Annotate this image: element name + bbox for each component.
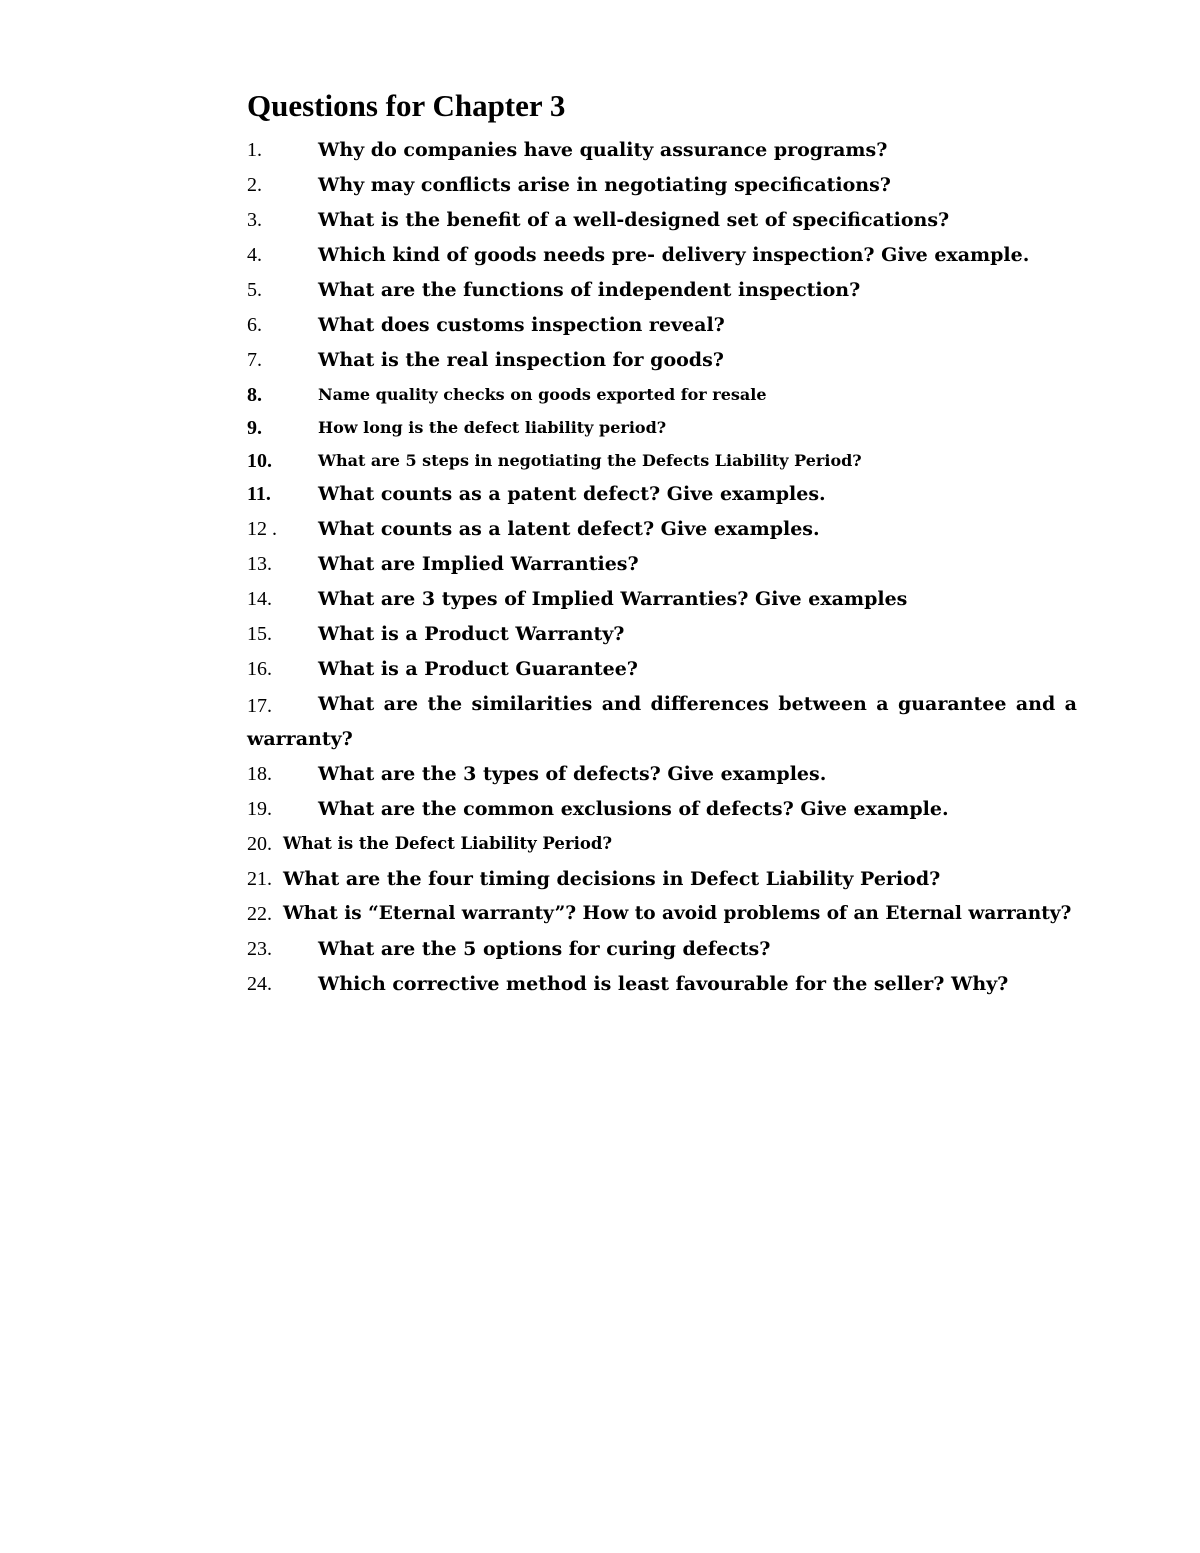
question-number: 9. bbox=[247, 417, 262, 439]
list-item bbox=[247, 899, 1077, 934]
question-text: What counts as a patent defect? Give examples. bbox=[318, 483, 826, 505]
list-item bbox=[247, 446, 1077, 479]
question-number: 22. bbox=[247, 903, 272, 925]
question-text: Name quality checks on goods exported for resale bbox=[318, 385, 767, 404]
list-item bbox=[247, 549, 1077, 584]
list-item bbox=[247, 135, 1077, 170]
list-item bbox=[247, 934, 1077, 969]
question-text: What is a Product Guarantee? bbox=[318, 658, 638, 680]
question-text-line2: warranty? bbox=[247, 728, 353, 750]
question-number: 5. bbox=[247, 279, 262, 301]
page-title: Questions for Chapter 3 bbox=[247, 88, 566, 123]
question-text: What is “Eternal warranty”? How to avoid problems of an Eternal warranty? bbox=[283, 903, 1072, 924]
list-item bbox=[247, 205, 1077, 240]
question-text: What are the 3 types of defects? Give examples. bbox=[318, 763, 827, 785]
question-number: 14. bbox=[247, 588, 272, 610]
question-text: What are the 5 options for curing defects? bbox=[318, 938, 771, 960]
question-number: 1. bbox=[247, 139, 262, 161]
question-text: What are Implied Warranties? bbox=[318, 553, 639, 575]
list-item bbox=[247, 619, 1077, 654]
question-text: What are the four timing decisions in Defect Liability Period? bbox=[283, 868, 941, 890]
list-item bbox=[247, 864, 1077, 899]
question-number: 3. bbox=[247, 209, 262, 231]
question-text: What is the Defect Liability Period? bbox=[283, 834, 613, 853]
question-number: 16. bbox=[247, 658, 272, 680]
question-number: 15. bbox=[247, 623, 272, 645]
question-text: What is the benefit of a well-designed set of specifications? bbox=[318, 209, 950, 231]
question-number: 11. bbox=[247, 483, 271, 505]
question-number: 2. bbox=[247, 174, 262, 196]
question-text: What is a Product Warranty? bbox=[318, 623, 625, 645]
question-number: 24. bbox=[247, 973, 272, 995]
question-list bbox=[247, 135, 1077, 1004]
question-text: What counts as a latent defect? Give examples. bbox=[318, 518, 820, 540]
question-number: 18. bbox=[247, 763, 272, 785]
list-item bbox=[247, 413, 1077, 446]
list-item bbox=[247, 969, 1077, 1004]
list-item bbox=[247, 479, 1077, 514]
list-item bbox=[247, 380, 1077, 413]
question-text: What are the functions of independent inspection? bbox=[318, 279, 861, 301]
question-text: What are the common exclusions of defects? Give example. bbox=[318, 798, 949, 820]
question-number: 20. bbox=[247, 833, 272, 855]
question-number: 7. bbox=[247, 349, 262, 371]
list-item bbox=[247, 170, 1077, 205]
question-text: What does customs inspection reveal? bbox=[318, 314, 725, 336]
list-item bbox=[247, 240, 1077, 275]
list-item bbox=[247, 275, 1077, 310]
question-number: 23. bbox=[247, 938, 272, 960]
list-item bbox=[247, 514, 1077, 549]
list-item bbox=[247, 759, 1077, 794]
list-item bbox=[247, 345, 1077, 380]
list-item bbox=[247, 584, 1077, 619]
list-item bbox=[247, 829, 1077, 864]
question-number: 17. bbox=[247, 695, 272, 717]
question-text-line1: What are the similarities and differences between a guarantee and a bbox=[318, 693, 1077, 715]
question-text: What are 5 steps in negotiating the Defects Liability Period? bbox=[318, 451, 862, 470]
question-number: 12 . bbox=[247, 518, 277, 540]
list-item bbox=[247, 310, 1077, 345]
question-number: 19. bbox=[247, 798, 272, 820]
question-text: Which corrective method is least favourable for the seller? Why? bbox=[318, 973, 1009, 995]
question-number: 4. bbox=[247, 244, 262, 266]
list-item bbox=[247, 794, 1077, 829]
question-text: Why may conflicts arise in negotiating specifications? bbox=[318, 174, 891, 196]
list-item bbox=[247, 654, 1077, 689]
question-text: How long is the defect liability period? bbox=[318, 418, 667, 437]
question-text: What are 3 types of Implied Warranties? Give examples bbox=[318, 588, 908, 610]
question-number: 8. bbox=[247, 384, 262, 406]
question-number: 6. bbox=[247, 314, 262, 336]
question-text: Why do companies have quality assurance programs? bbox=[318, 139, 888, 161]
question-number: 13. bbox=[247, 553, 272, 575]
list-item bbox=[247, 689, 1077, 759]
question-text: Which kind of goods needs pre- delivery inspection? Give example. bbox=[318, 244, 1030, 266]
question-number: 10. bbox=[247, 450, 272, 472]
question-number: 21. bbox=[247, 868, 272, 890]
question-text: What is the real inspection for goods? bbox=[318, 349, 724, 371]
